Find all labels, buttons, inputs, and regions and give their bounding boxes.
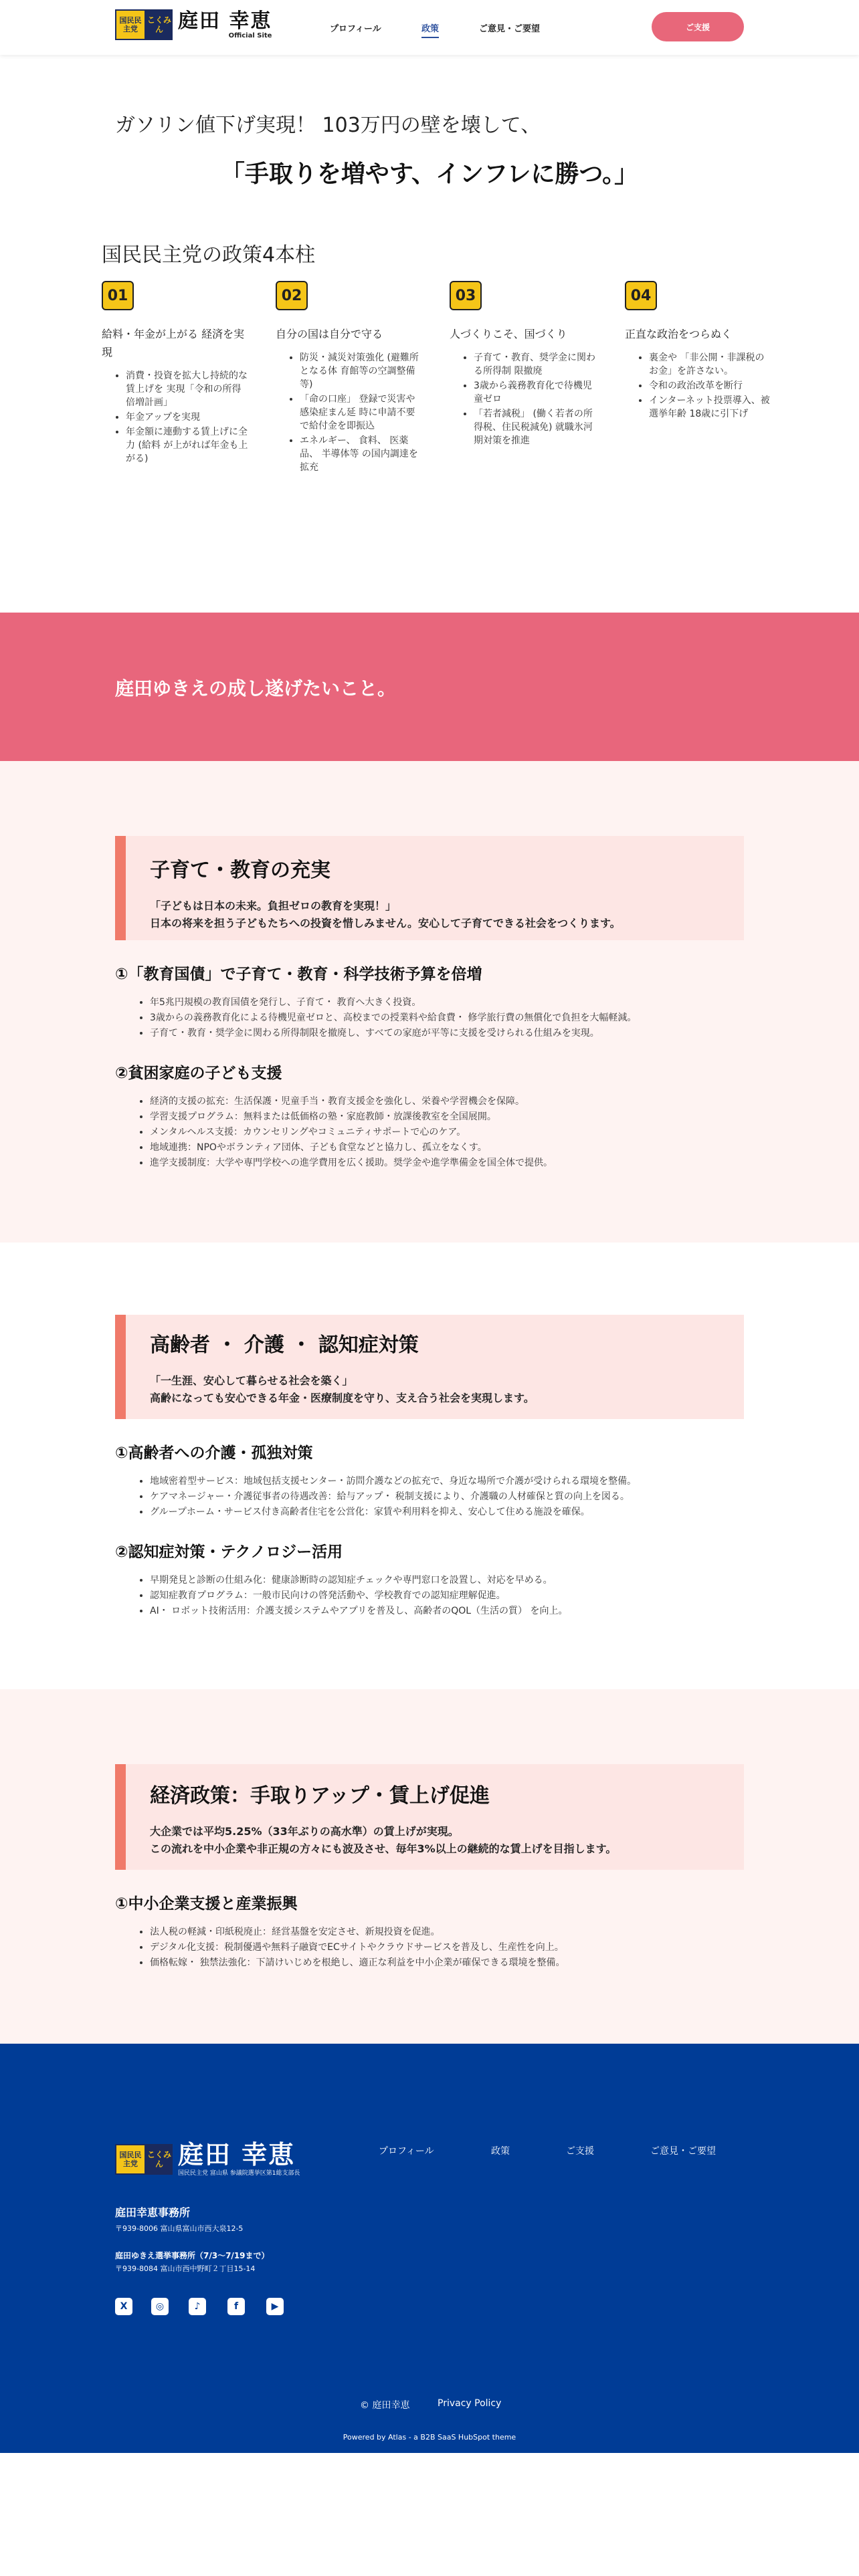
- party-logo: [115, 9, 173, 40]
- pillar-title: 正直な政治をつらぬく: [625, 328, 733, 340]
- site-logo[interactable]: [115, 9, 272, 40]
- list-item: • 経済的支援の拡充：生活保護・児童手当・教育支援金を強化し、栄養や学習機会を保障。: [150, 1094, 553, 1109]
- list-item: • 学習支援プログラム：無料または低価格の塾・家庭教師・放課後教室を全国展開。: [150, 1109, 553, 1125]
- site-header: [0, 0, 859, 55]
- footer-nav-profile[interactable]: プロフィール: [379, 2146, 434, 2157]
- list-item: • 年金アップを実現: [126, 411, 249, 424]
- nav-feedback[interactable]: ご意見・ご要望: [479, 24, 541, 34]
- candidate-name: 庭田 幸恵: [178, 9, 272, 33]
- list-item: • 子育て・教育、奨学金に関わる所得制 限撤廃: [474, 351, 597, 378]
- policy-section-economy: [0, 1689, 859, 2044]
- pillar-number: 01: [102, 281, 134, 310]
- facebook-icon[interactable]: f: [227, 2298, 245, 2315]
- section-card: [115, 1764, 744, 1870]
- goals-banner: [0, 613, 859, 761]
- footer-candidate-name: 庭田 幸恵: [178, 2140, 296, 2169]
- campaign-office-address: 〒939-8084 富山市西中野町２丁目15-14: [115, 2264, 256, 2273]
- pillar-bullets: [276, 351, 423, 474]
- pillar-number: 02: [276, 281, 308, 310]
- list-item: • 年5兆円規模の教育国債を発行し、子育て・ 教育へ大きく投資。: [150, 995, 636, 1010]
- list-item: • AI・ ロボット技術活用：介護支援システムやアプリを普及し、高齢者のQOL（生活の質） を向上。: [150, 1604, 567, 1619]
- campaign-office-title: 庭田ゆきえ選挙事務所（7/3〜7/19まで）: [115, 2251, 270, 2260]
- list-item: • 地域密着型サービス：地域包括支援センター・訪問介護などの拡充で、身近な場所で介護が受けられる環境を整備。: [150, 1474, 636, 1489]
- section-desc: 「子どもは日本の未来。負担ゼロの教育を実現！」: [150, 899, 397, 912]
- site-footer: [0, 2044, 859, 2453]
- nav-profile[interactable]: プロフィール: [330, 24, 381, 34]
- pillar-bullets: [625, 351, 772, 421]
- youtube-icon[interactable]: ▶: [266, 2298, 284, 2315]
- subsection-title: ②認知症対策・テクノロジー活用: [115, 1543, 343, 1561]
- list-item: • 裏金や 「非公開・非課税のお金」を許さない。: [649, 351, 772, 378]
- list-item: • 年金額に連動する賃上げに全力 (給料 が上がれば年金も上がる): [126, 425, 249, 465]
- pillar-card: [625, 281, 772, 422]
- footer-nav-policy[interactable]: 政策: [491, 2146, 510, 2157]
- footer-nav-feedback[interactable]: ご意見・ご要望: [650, 2146, 716, 2157]
- list-item: • 地域連携：NPOやボランティア団体、子ども食堂などと協力し、孤立をなくす。: [150, 1140, 553, 1156]
- list-item: • 消費・投資を拡大し持続的な賃上げを 実現「令和の所得倍増計画」: [126, 369, 249, 409]
- logo-party-text: 国民民主党: [115, 2144, 146, 2175]
- list-item: • エネルギー、 食料、 医薬品、 半導体等 の国内調達を拡充: [300, 434, 423, 474]
- section-desc: 日本の将来を担う子どもたちへの投資を惜しみません。安心して子育てできる社会をつくります。: [150, 917, 621, 930]
- official-site-label: Official Site: [228, 31, 272, 39]
- section-desc: 大企業では平均5.25%（33年ぶりの高水準）の賃上げが実現。: [150, 1825, 459, 1838]
- footer-subtitle: 国民民主党 富山県 参議院選挙区第1総支部長: [178, 2170, 300, 2177]
- list-item: • 法人税の軽減・印紙税廃止：経営基盤を安定させ、新規投資を促進。: [150, 1925, 565, 1940]
- pillar-number: 04: [625, 281, 657, 310]
- list-item: • 価格転嫁・ 独禁法強化：下請けいじめを根絶し、適正な利益を中小企業が確保できる環境を整備。: [150, 1955, 565, 1971]
- list-item: • 3歳からの義務教育化による待機児童ゼロと、高校までの授業料や給食費・ 修学旅行費の無償化で負担を大幅軽減。: [150, 1010, 636, 1026]
- list-item: • 令和の政治改革を断行: [649, 379, 772, 393]
- pillar-number: 03: [450, 281, 482, 310]
- office-title: 庭田幸恵事務所: [115, 2206, 191, 2219]
- policy-section-elderly: [0, 1243, 859, 1689]
- pillar-card: [276, 281, 423, 475]
- list-item: • グループホーム・サービス付き高齢者住宅を公営化：家賃や利用料を抑え、安心して住める施設を確保。: [150, 1505, 636, 1520]
- pillar-card: [102, 281, 249, 467]
- pillar-title: 給料・年金が上がる 経済を実現: [102, 328, 245, 358]
- pillar-bullets: [450, 351, 597, 447]
- subsection-title: ①高齢者への介護・孤独対策: [115, 1444, 313, 1462]
- list-item: • 「命の口座」 登録で災害や感染症まん延 時に申請不要で給付金を即振込: [300, 393, 423, 433]
- nav-policy[interactable]: 政策: [421, 21, 439, 38]
- list-item: • インターネット投票導入、被選挙年齢 18歳に引下げ: [649, 394, 772, 421]
- pillar-card: [450, 281, 597, 449]
- subsection-bullets: [131, 1925, 565, 1971]
- list-item: • ケアマネージャー・介護従事者の待遇改善：給与アップ・ 税制支援により、介護職の人材確保と質の向上を図る。: [150, 1489, 636, 1505]
- footer-nav-donate[interactable]: ご支援: [566, 2146, 594, 2157]
- list-item: • 3歳から義務教育化で待機児童ゼロ: [474, 379, 597, 406]
- subsection-title: ①「教育国債」で子育て・教育・科学技術予算を倍増: [115, 966, 482, 983]
- list-item: • デジタル化支援：税制優遇や無料子融資でECサイトやクラウドサービスを普及し、生産性を向上。: [150, 1940, 565, 1955]
- copyright: © 庭田幸恵: [360, 2400, 410, 2411]
- list-item: • 早期発見と診断の仕組み化：健康診断時の認知症チェックや専門窓口を設置し、対応を早める。: [150, 1573, 567, 1588]
- subsection-bullets: [131, 1094, 553, 1171]
- subsection-bullets: [131, 1573, 567, 1619]
- tiktok-icon[interactable]: ♪: [189, 2298, 206, 2315]
- pillar-bullets: [102, 369, 249, 465]
- list-item: • 進学支援制度：大学や専門学校への進学費用を広く援助。奨学金や進学準備金を国全体で提供。: [150, 1156, 553, 1171]
- subsection-bullets: [131, 995, 636, 1041]
- subsection-bullets: [131, 1474, 636, 1520]
- section-heading: 経済政策：手取りアップ・賃上げ促進: [150, 1784, 490, 1808]
- subsection-title: ①中小企業支援と産業振興: [115, 1895, 298, 1913]
- list-item: • 「若者減税」 (働く若者の所得税、住民税減免) 就職氷河期対策を推進: [474, 407, 597, 447]
- logo-kokumin-text: こくみん: [146, 9, 173, 40]
- hero-line2: 「手取りを増やす、インフレに勝つ。」: [220, 160, 639, 188]
- hero-line1: ガソリン値下げ実現！ 103万円の壁を壊して、: [115, 114, 541, 137]
- logo-party-text: 国民民主党: [115, 9, 146, 40]
- powered-by: Powered by Atlas - a B2B SaaS HubSpot theme: [343, 2433, 516, 2442]
- section-heading: 子育て・教育の充実: [150, 859, 330, 882]
- section-card: [115, 836, 744, 940]
- list-item: • メンタルヘルス支援：カウンセリングやコミュニティサポートで心のケア。: [150, 1125, 553, 1140]
- office-address: 〒939-8006 富山県富山市西大泉12-5: [115, 2224, 244, 2233]
- donate-button[interactable]: ご支援: [652, 12, 744, 41]
- goals-banner-title: 庭田ゆきえの成し遂げたいこと。: [115, 677, 397, 700]
- pillar-title: 人づくりこそ、国づくり: [450, 328, 567, 340]
- instagram-icon[interactable]: ◎: [151, 2298, 169, 2315]
- policy-section-education: [0, 761, 859, 1243]
- section-card: [115, 1315, 744, 1419]
- section-desc: 「一生涯、安心して暮らせる社会を築く」: [150, 1374, 353, 1387]
- x-icon[interactable]: X: [115, 2298, 132, 2315]
- privacy-policy-link[interactable]: Privacy Policy: [438, 2398, 502, 2409]
- subsection-title: ②貧困家庭の子ども支援: [115, 1065, 282, 1082]
- footer-logo[interactable]: [115, 2141, 300, 2177]
- party-logo: [115, 2144, 173, 2175]
- list-item: • 子育て・教育・奨学金に関わる所得制限を撤廃し、すべての家庭が平等に支援を受けられる仕組みを実現。: [150, 1026, 636, 1041]
- section-desc: 高齢になっても安心できる年金・医療制度を守り、支え合う社会を実現します。: [150, 1392, 535, 1404]
- section-desc: この流れを中小企業や非正規の方々にも波及させ、毎年3%以上の継続的な賃上げを目指します。: [150, 1842, 617, 1855]
- pillar-title: 自分の国は自分で守る: [276, 328, 383, 340]
- list-item: • 防災・減災対策強化 (避難所となる体 育館等の空調整備等): [300, 351, 423, 391]
- logo-kokumin-text: こくみん: [146, 2144, 173, 2175]
- list-item: • 認知症教育プログラム：一般市民向けの啓発活動や、学校教育での認知症理解促進。: [150, 1588, 567, 1604]
- pillars-title: 国民民主党の政策4本柱: [102, 243, 316, 267]
- section-heading: 高齢者 ・ 介護 ・ 認知症対策: [150, 1333, 419, 1357]
